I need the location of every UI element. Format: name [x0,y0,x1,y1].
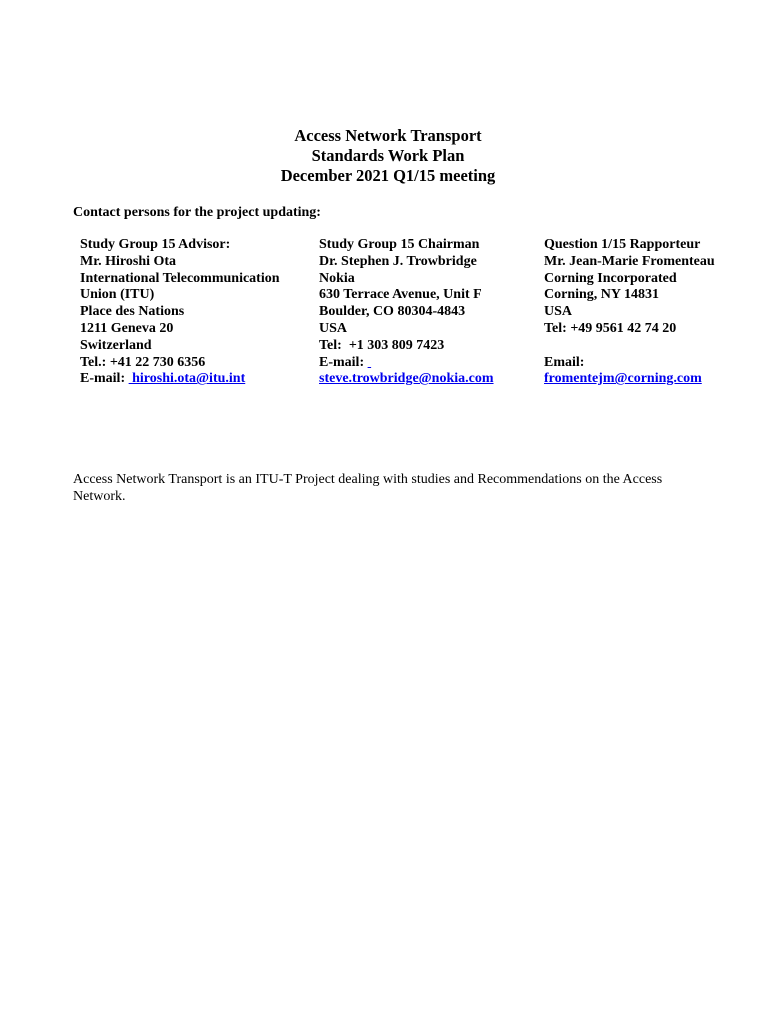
contact-organization: International Telecommunication [80,270,280,286]
email-link-stub[interactable] [368,355,372,370]
contact-address-line-1: Place des Nations [80,304,185,320]
contact-email-row [544,371,715,388]
contact-address-line-2: 1211 Geneva 20 [80,320,174,336]
contact-country: Switzerland [80,337,152,353]
title-line-3: December 2021 Q1/15 meeting [280,166,496,185]
contact-role: Study Group 15 Advisor: [80,237,231,252]
contact-telephone: Tel: +1 303 809 7423 [319,337,445,353]
contact-country: USA [544,304,573,320]
contact-role: Study Group 15 Chairman [319,237,480,252]
title-line-1: Access Network Transport [294,126,482,145]
email-label: E-mail: [319,354,368,370]
contact-address-line-2: Boulder, CO 80304-4843 [319,304,466,320]
contact-organization: Corning Incorporated [544,270,677,286]
contact-card-advisor [80,237,280,388]
email-label: E-mail: [80,371,129,387]
contact-address-line-1: 630 Terrace Avenue, Unit F [319,287,482,303]
contact-email-row [319,371,494,388]
email-link[interactable]: hiroshi.ota@itu.int [128,371,246,387]
contact-organization-cont: Union (ITU) [80,287,155,303]
contact-card-chairman [319,237,494,388]
contact-card-rapporteur [544,237,715,388]
contact-telephone: Tel: +49 9561 42 74 20 [544,320,677,336]
contact-name: Mr. Jean-Marie Fromenteau [544,253,715,269]
contact-name: Mr. Hiroshi Ota [80,253,177,269]
contact-email-label-row [319,355,494,372]
contact-name: Dr. Stephen J. Trowbridge [319,253,477,269]
email-link[interactable]: fromentejm@corning.com [544,371,702,387]
contact-telephone: Tel.: +41 22 730 6356 [80,354,206,370]
document-title [0,126,768,186]
contact-email-row [80,371,280,388]
contact-address-line-1: Corning, NY 14831 [544,287,659,303]
contact-heading: Contact persons for the project updating: [73,205,321,220]
contact-email-label: Email: [544,354,585,370]
title-line-2: Standards Work Plan [311,146,465,165]
contact-spacer [544,338,715,355]
contact-role: Question 1/15 Rapporteur [544,237,701,252]
email-link[interactable]: steve.trowbridge@nokia.com [319,371,494,387]
contact-organization: Nokia [319,270,355,286]
intro-paragraph: Access Network Transport is an ITU-T Project dealing with studies and Recommendations on the Access Network. [73,472,663,504]
contact-country: USA [319,320,348,336]
